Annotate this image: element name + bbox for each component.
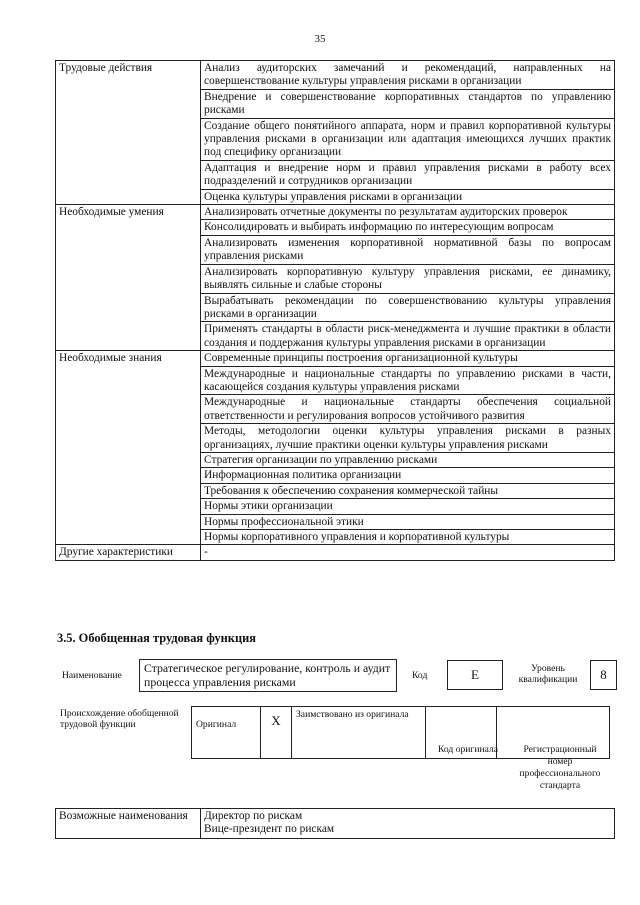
category-cell [56,424,201,453]
category-cell: Другие характеристики [56,545,201,560]
category-cell: Трудовые действия [56,61,201,90]
possible-names-label: Возможные наименования [56,809,201,839]
page-number: 35 [314,33,326,45]
table-row [56,118,615,160]
category-cell [56,118,201,160]
item-cell: Нормы корпоративного управления и корпоративной культуры [201,530,615,545]
category-cell [56,452,201,467]
item-cell: Анализировать отчетные документы по результатам аудиторских проверок [201,205,615,220]
table-row [56,264,615,293]
possible-names-list [201,809,615,839]
code-value-box [447,660,503,690]
table-row [56,395,615,424]
category-cell [56,89,201,118]
table-row [56,424,615,453]
possible-names-table [55,808,615,839]
category-cell [56,366,201,395]
item-cell: Оценка культуры управления рисками в организации [201,189,615,204]
table-row [56,220,615,235]
category-cell [56,483,201,498]
name-value-box [139,659,397,692]
section-title: 3.5. Обобщенная трудовая функция [57,631,256,645]
item-cell: Нормы профессиональной этики [201,514,615,529]
level-label: Уровень квалификации [518,663,578,685]
code-original-label: Код оригинала [437,744,499,755]
original-label: Оригинал [192,707,261,759]
possible-name-item: Директор по рискам [204,810,303,822]
item-cell: Методы, методологии оценки культуры управления рисками в разных организациях, лучшие практики оценки культуры управления рисками [201,424,615,453]
category-cell [56,264,201,293]
item-cell: Информационная политика организации [201,468,615,483]
labor-functions-table [55,60,615,561]
table-row [56,61,615,90]
item-cell: Международные и национальные стандарты обеспечения социальной ответственности и регулирования вопросов устойчивого развития [201,395,615,424]
category-cell [56,293,201,322]
category-cell [56,160,201,189]
item-cell: Стратегия организации по управлению рисками [201,452,615,467]
item-cell: Внедрение и совершенствование корпоративных стандартов по управлению рисками [201,89,615,118]
category-cell [56,322,201,351]
item-cell: Создание общего понятийного аппарата, норм и правил корпоративной культуры управления рисками в организации или адаптация имеющихся лучших практик под специфику организации [201,118,615,160]
code-label: Код [412,670,428,681]
item-cell: Нормы этики организации [201,499,615,514]
possible-name-item: Вице-президент по рискам [204,823,335,836]
table-row [56,89,615,118]
reg-number-label: Регистрационный номер профессионального стандарта [519,744,601,791]
category-cell [56,220,201,235]
level-value: 8 [600,667,607,682]
item-cell: Применять стандарты в области риск-менеджмента и лучшие практики в области создания и поддержания культуры управления рисками в организации [201,322,615,351]
table-row [56,366,615,395]
item-cell: Современные принципы построения организационной культуры [201,351,615,366]
table-row [56,160,615,189]
item-cell: - [201,545,615,560]
item-cell: Вырабатывать рекомендации по совершенствованию культуры управления рисками в организации [201,293,615,322]
table-row [56,530,615,545]
name-label: Наименование [62,670,122,681]
table-row [56,545,615,560]
item-cell: Анализировать корпоративную культуру управления рисками, ее динамику, выявлять сильные и слабые стороны [201,264,615,293]
borrowed-label: Заимствовано из оригинала [292,707,426,759]
table-row [56,293,615,322]
category-cell [56,499,201,514]
table-row [56,483,615,498]
table-row [56,322,615,351]
table-row [56,468,615,483]
table-row [56,499,615,514]
category-cell [56,189,201,204]
table-row [56,452,615,467]
item-cell: Адаптация и внедрение норм и правил управления рисками в работу всех подразделений и сотрудников организации [201,160,615,189]
category-cell [56,530,201,545]
level-value-box [590,660,617,690]
category-cell: Необходимые знания [56,351,201,366]
category-cell [56,468,201,483]
item-cell: Требования к обеспечению сохранения коммерческой тайны [201,483,615,498]
name-value: Стратегическое регулирование, контроль и аудит процесса управления рисками [144,661,391,689]
item-cell: Анализ аудиторских замечаний и рекомендаций, направленных на совершенствование культуры управления рисками в организации [201,61,615,90]
category-cell [56,235,201,264]
table-row [56,189,615,204]
table-row [56,351,615,366]
category-cell [56,514,201,529]
item-cell: Консолидировать и выбирать информацию по интересующим вопросам [201,220,615,235]
original-mark: X [261,707,292,759]
category-cell: Необходимые умения [56,205,201,220]
table-row [56,514,615,529]
code-value: E [471,667,479,682]
item-cell: Международные и национальные стандарты по управлению рисками в части, касающейся создания культуры управления рисками [201,366,615,395]
origin-label: Происхождение обобщенной трудовой функции [60,708,179,730]
category-cell [56,395,201,424]
item-cell: Анализировать изменения корпоративной нормативной базы по вопросам управления рисками [201,235,615,264]
table-row [56,205,615,220]
table-row [56,235,615,264]
